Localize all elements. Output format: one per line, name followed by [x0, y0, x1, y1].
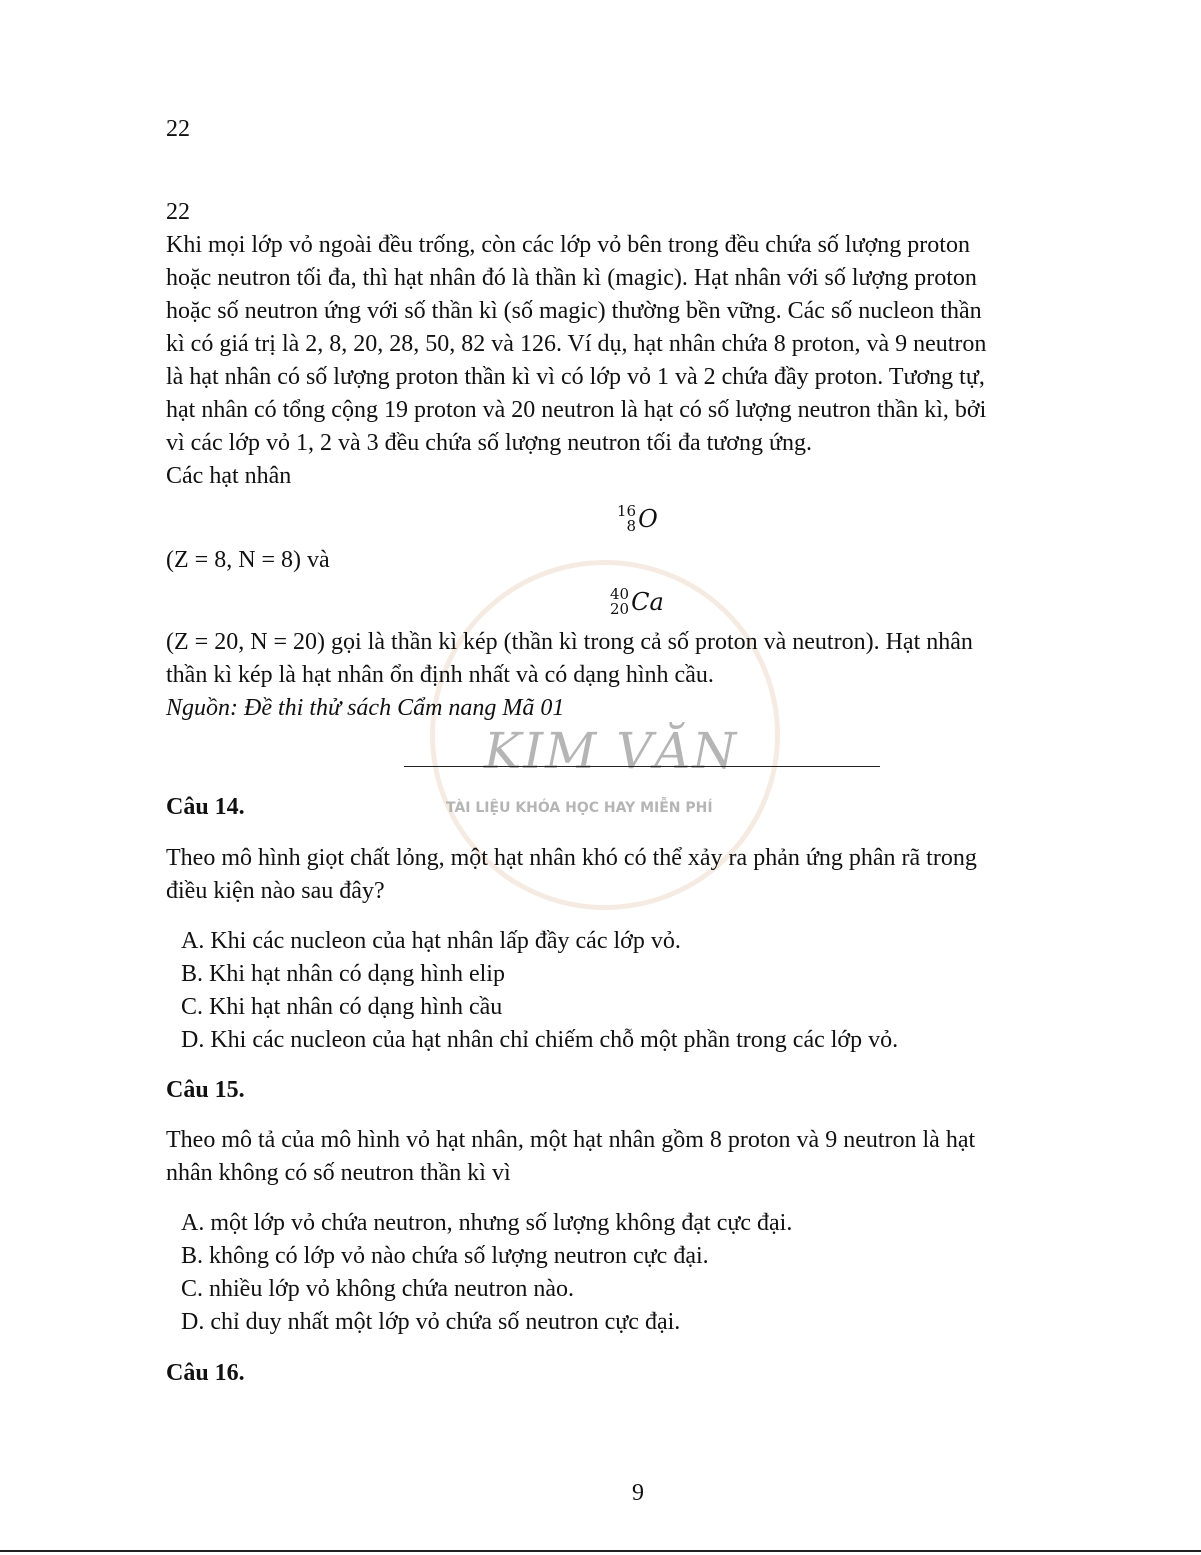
intro-line: vì các lớp vỏ 1, 2 và 3 đều chứa số lượng neutron tối đa tương ứng.: [166, 430, 812, 456]
question-15-options: [181, 1207, 792, 1339]
intro-line: hoặc số neutron ứng với số thần kì (số magic) thường bền vững. Các số nucleon thần: [166, 298, 982, 324]
intro-line: là hạt nhân có số lượng proton thần kì vì có lớp vỏ 1 và 2 chứa đầy proton. Tương tự,: [166, 364, 985, 390]
element-symbol: O: [638, 505, 658, 533]
mass-number: 40: [610, 585, 630, 603]
watermark-subtitle: TÀI LIỆU KHÓA HỌC HAY MIỄN PHÍ: [446, 800, 713, 816]
nuclide-oxygen: [617, 494, 658, 534]
page-number: 9: [632, 1480, 644, 1506]
question-14-options: [181, 925, 898, 1057]
option-c: C. nhiều lớp vỏ không chứa neutron nào.: [181, 1276, 574, 1302]
oxygen-condition: (Z = 8, N = 8) và: [166, 547, 330, 573]
stem-line: Theo mô tả của mô hình vỏ hạt nhân, một hạt nhân gồm 8 proton và 9 neutron là hạt: [166, 1127, 976, 1153]
mass-number: 16: [617, 502, 637, 520]
atomic-number: 8: [626, 517, 637, 535]
intro-line: hạt nhân có tổng cộng 19 proton và 20 neutron là hạt có số lượng neutron thần kì, bởi: [166, 397, 987, 423]
option-d: D. Khi các nucleon của hạt nhân chỉ chiếm chỗ một phần trong các lớp vỏ.: [181, 1027, 899, 1053]
page-bottom-border: [0, 1550, 1201, 1552]
intro-line: kì có giá trị là 2, 8, 20, 28, 50, 82 và 126. Ví dụ, hạt nhân chứa 8 proton, và 9 neutron: [166, 331, 987, 357]
source-note: Nguồn: Đề thi thử sách Cẩm nang Mã 01: [166, 695, 565, 721]
option-a: A. Khi các nucleon của hạt nhân lấp đầy các lớp vỏ.: [181, 928, 681, 954]
question-15-stem: [166, 1124, 1126, 1190]
option-b: B. không có lớp vỏ nào chứa số lượng neutron cực đại.: [181, 1243, 709, 1269]
separator-line: [404, 766, 880, 767]
intro-line: hoặc neutron tối đa, thì hạt nhân đó là thần kì (magic). Hạt nhân với số lượng proton: [166, 265, 977, 291]
stem-line: điều kiện nào sau đây?: [166, 878, 385, 904]
atomic-number: 20: [610, 600, 630, 618]
option-d: D. chỉ duy nhất một lớp vỏ chứa số neutron cực đại.: [181, 1309, 681, 1335]
intro-line: Khi mọi lớp vỏ ngoài đều trống, còn các lớp vỏ bên trong đều chứa số lượng proton: [166, 232, 970, 258]
page-number-top: 22: [166, 116, 190, 142]
stem-line: Theo mô hình giọt chất lỏng, một hạt nhân khó có thể xảy ra phản ứng phân rã trong: [166, 845, 977, 871]
question-15-label: Câu 15.: [166, 1077, 245, 1103]
option-b: B. Khi hạt nhân có dạng hình elip: [181, 961, 505, 987]
calcium-line: thần kì kép là hạt nhân ổn định nhất và có dạng hình cầu.: [166, 662, 714, 688]
watermark-title: KIM VĂN: [484, 722, 739, 780]
intro-paragraph: [166, 229, 1126, 493]
question-14-label: Câu 14.: [166, 794, 245, 820]
calcium-paragraph: [166, 626, 1126, 725]
element-symbol: Ca: [631, 588, 664, 616]
question-14-stem: [166, 842, 1126, 908]
nuclide-calcium: [610, 577, 664, 617]
stem-line: nhân không có số neutron thần kì vì: [166, 1160, 511, 1186]
question-16-label: Câu 16.: [166, 1360, 245, 1386]
option-a: A. một lớp vỏ chứa neutron, nhưng số lượng không đạt cực đại.: [181, 1210, 793, 1236]
nuclei-intro: Các hạt nhân: [166, 463, 292, 489]
section-number: 22: [166, 199, 190, 225]
option-c: C. Khi hạt nhân có dạng hình cầu: [181, 994, 503, 1020]
calcium-line: (Z = 20, N = 20) gọi là thần kì kép (thần kì trong cả số proton và neutron). Hạt nhân: [166, 629, 973, 655]
